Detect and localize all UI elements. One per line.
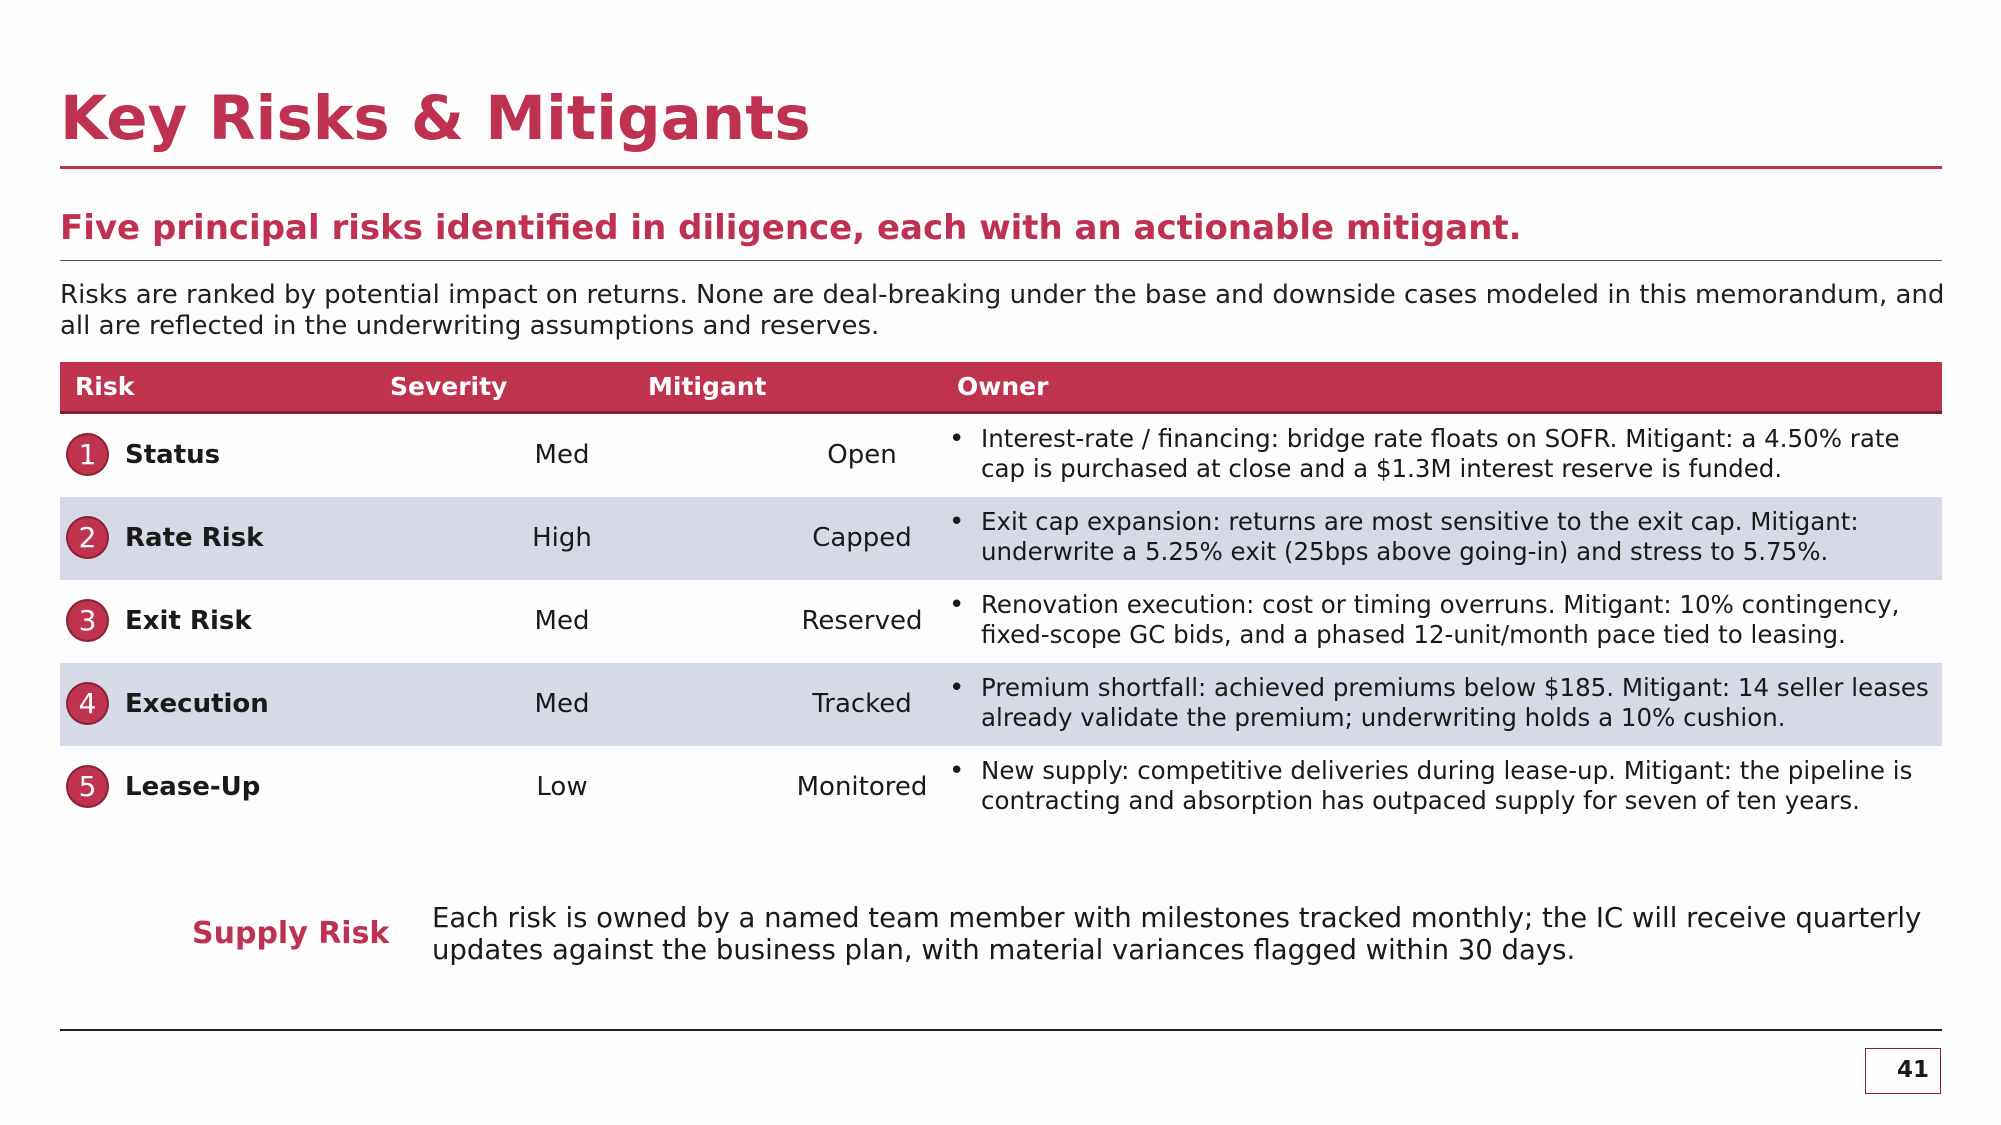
header-risk: Risk	[75, 372, 135, 401]
supply-risk-label: Supply Risk	[192, 916, 390, 951]
rank-badge: 4	[68, 684, 107, 723]
risk-name: Lease-Up	[125, 772, 261, 802]
severity-cell: Low	[536, 772, 588, 802]
subtitle-divider	[60, 260, 1942, 261]
footer-divider	[60, 1029, 1942, 1031]
supply-risk-text: Each risk is owned by a named team member with milestones tracked monthly; the IC will receive quarterly updates against the business plan, with material variances flagged within 30 days.	[432, 902, 1922, 966]
owner-cell: Interest-rate / financing: bridge rate floats on SOFR. Mitigant: a 4.50% rate cap is purchased at close and a $1.3M interest reserve is funded.	[981, 424, 1900, 483]
header-mitigant: Mitigant	[648, 372, 767, 401]
table-header	[60, 362, 1942, 414]
owner-cell: Premium shortfall: achieved premiums below $185. Mitigant: 14 seller leases already validate the premium; underwriting holds a 10% cushion.	[981, 673, 1929, 732]
title-divider	[60, 166, 1942, 169]
rank-badge: 2	[68, 518, 107, 557]
intro-paragraph: Risks are ranked by potential impact on returns. None are deal-breaking under the base and downside cases modeled in this memorandum, and all are reflected in the underwriting assumptions and reserves.	[60, 280, 1945, 341]
risk-name: Rate Risk	[125, 523, 264, 553]
page-number: 41	[1865, 1048, 1941, 1094]
owner-cell: New supply: competitive deliveries during lease-up. Mitigant: the pipeline is contracting and absorption has outpaced supply for seven of ten years.	[981, 756, 1913, 815]
risk-name: Exit Risk	[125, 606, 252, 636]
severity-cell: High	[532, 523, 592, 553]
slide-subtitle: Five principal risks identified in diligence, each with an actionable mitigant.	[60, 208, 1522, 248]
severity-cell: Med	[534, 689, 590, 719]
slide-title: Key Risks & Mitigants	[60, 83, 811, 154]
header-owner: Owner	[957, 372, 1049, 401]
rank-badge: 3	[68, 601, 107, 640]
bullet-icon: •	[949, 424, 965, 454]
mitigant-cell: Open	[827, 440, 897, 470]
risk-name: Status	[125, 440, 221, 470]
bullet-icon: •	[949, 507, 965, 537]
risks-table	[60, 362, 1942, 829]
mitigant-cell: Capped	[812, 523, 912, 553]
table-row	[60, 746, 1942, 829]
bullet-icon: •	[949, 590, 965, 620]
table-row	[60, 663, 1942, 746]
mitigant-cell: Reserved	[801, 606, 923, 636]
bullet-icon: •	[949, 756, 965, 786]
risk-name: Execution	[125, 689, 269, 719]
mitigant-cell: Tracked	[812, 689, 912, 719]
table-row	[60, 580, 1942, 663]
bullet-icon: •	[949, 673, 965, 703]
owner-cell: Exit cap expansion: returns are most sensitive to the exit cap. Mitigant: underwrite a 5.25% exit (25bps above going-in) and stress to 5.75%.	[981, 507, 1859, 566]
table-row	[60, 497, 1942, 580]
rank-badge: 1	[68, 435, 107, 474]
rank-badge: 5	[68, 767, 107, 806]
header-severity: Severity	[390, 372, 508, 401]
table-row	[60, 414, 1942, 497]
mitigant-cell: Monitored	[796, 772, 928, 802]
severity-cell: Med	[534, 606, 590, 636]
severity-cell: Med	[534, 440, 590, 470]
owner-cell: Renovation execution: cost or timing overruns. Mitigant: 10% contingency, fixed-scope GC bids, and a phased 12-unit/month pace tied to leasing.	[981, 590, 1900, 649]
